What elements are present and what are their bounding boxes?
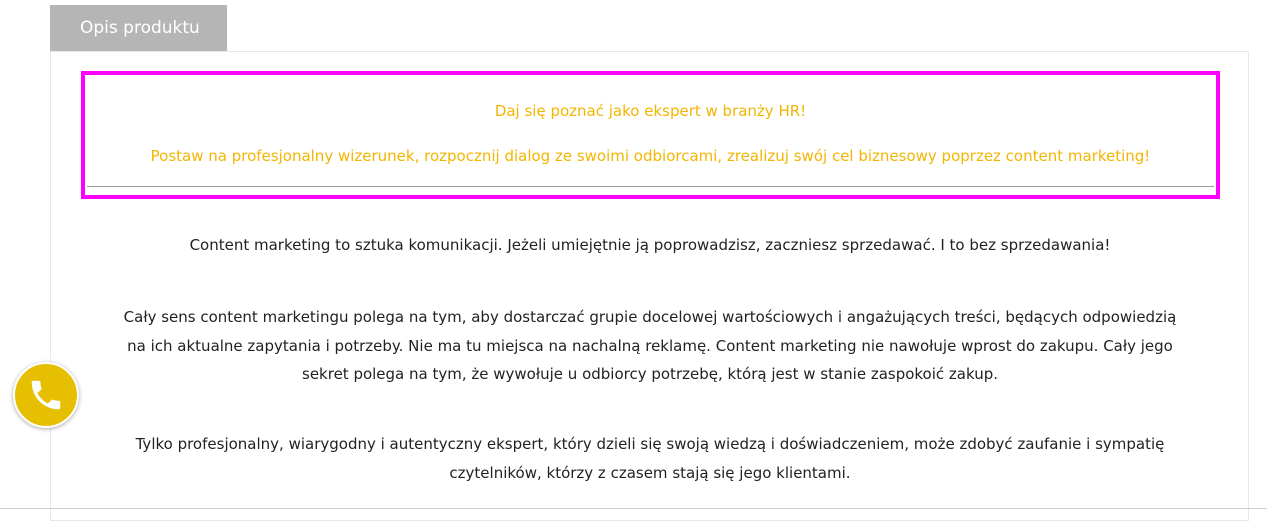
paragraph-line: Cały sens content marketingu polega na tym, aby dostarczać grupie docelowej wartościowych i angażujących treści, będących odpowiedzią (123, 308, 1177, 326)
paragraph-content-sense (75, 303, 1225, 389)
divider (87, 186, 1214, 187)
paragraph-line: czytelników, którzy z czasem stają się jego klientami. (449, 463, 851, 482)
tab-product-description[interactable] (50, 5, 227, 51)
paragraph-expert (75, 430, 1225, 487)
highlight-headline: Daj się poznać jako ekspert w branży HR! (494, 102, 807, 120)
tab-label: Opis produktu (80, 18, 200, 38)
highlight-subline: Postaw na profesjonalny wizerunek, rozpocznij dialog ze swoimi odbiorcami, zrealizuj swój cel biznesowy poprzez content marketing! (150, 147, 1151, 165)
call-button[interactable] (13, 362, 79, 428)
paragraph-line: Tylko profesjonalny, wiarygodny i autentyczny ekspert, który dzieli się swoją wiedzą i doświadczeniem, może zdobyć zaufanie i sympatię (135, 435, 1165, 453)
highlight-box (81, 71, 1220, 199)
paragraph-intro: Content marketing to sztuka komunikacji. Jeżeli umiejętnie ją poprowadzisz, zaczniesz sprzedawać. I to bez sprzedawania! (189, 236, 1111, 254)
paragraph-line: na ich aktualne zapytania i potrzeby. Nie ma tu miejsca na nachalną reklamę. Content marketing nie nawołuje wprost do zakupu. Cały jego (127, 336, 1173, 355)
bottom-border (0, 508, 1267, 509)
phone-icon (27, 376, 65, 414)
paragraph-line: sekret polega na tym, że wywołuje u odbiorcy potrzebę, którą jest w stanie zaspokoić zakup. (302, 365, 998, 383)
